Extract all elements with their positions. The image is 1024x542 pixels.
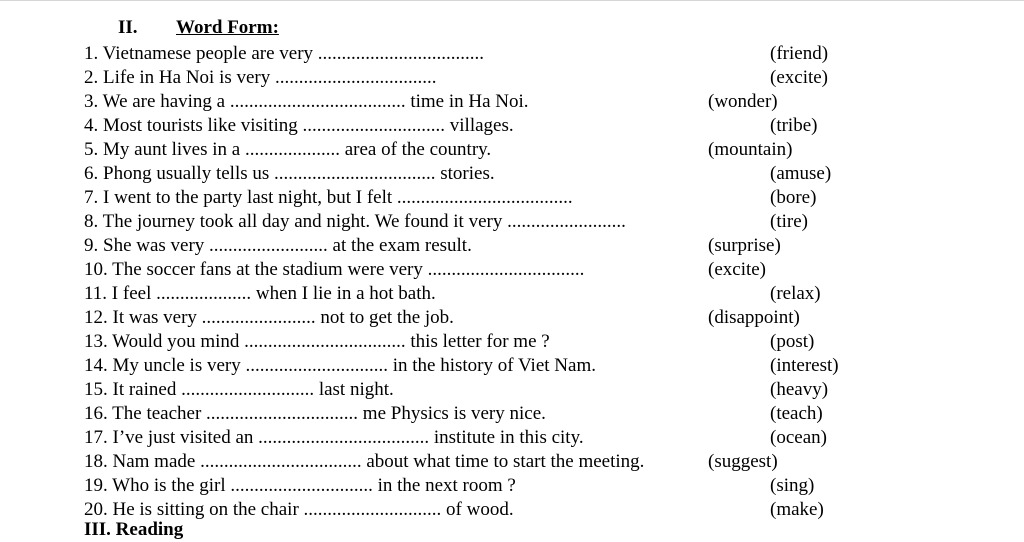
exercise-sentence: 15. It rained ............................ last night. — [84, 379, 394, 400]
exercise-item — [0, 234, 1024, 258]
section-heading — [118, 17, 279, 43]
exercise-sentence: 18. Nam made .................................. about what time to start the meeting. — [84, 451, 645, 472]
page-top-border — [0, 0, 1024, 1]
exercise-sentence: 3. We are having a ..................................... time in Ha Noi. — [84, 91, 529, 112]
exercise-sentence: 19. Who is the girl .............................. in the next room ? — [84, 475, 516, 496]
exercise-item — [0, 186, 1024, 210]
exercise-item — [0, 306, 1024, 330]
exercise-sentence: 11. I feel .................... when I lie in a hot bath. — [84, 283, 436, 304]
exercise-item — [0, 114, 1024, 138]
word-hint: (heavy) — [770, 379, 829, 400]
exercise-sentence: 17. I’ve just visited an .................................... institute in this city. — [84, 427, 584, 448]
exercise-item — [0, 450, 1024, 474]
exercise-item — [0, 354, 1024, 378]
exercise-item — [0, 258, 1024, 282]
word-hint: (interest) — [770, 355, 839, 376]
word-hint: (surprise) — [708, 235, 781, 256]
exercise-item — [0, 474, 1024, 498]
word-hint: (excite) — [770, 67, 829, 88]
word-hint: (make) — [770, 499, 824, 520]
exercise-sentence: 9. She was very ......................... at the exam result. — [84, 235, 472, 256]
exercise-sentence: 1. Vietnamese people are very ................................... — [84, 43, 485, 64]
word-hint: (amuse) — [770, 163, 832, 184]
word-hint: (post) — [770, 331, 815, 352]
exercise-item — [0, 66, 1024, 90]
exercise-item — [0, 282, 1024, 306]
section-number: II. — [118, 17, 138, 38]
exercise-item — [0, 162, 1024, 186]
word-hint: (tire) — [770, 211, 808, 232]
word-hint: (relax) — [770, 283, 821, 304]
exercise-item — [0, 210, 1024, 234]
next-section-heading-cut: III. Reading — [84, 519, 184, 540]
exercise-item — [0, 378, 1024, 402]
word-hint: (excite) — [708, 259, 767, 280]
exercise-sentence: 7. I went to the party last night, but I felt ..................................... — [84, 187, 573, 208]
word-hint: (mountain) — [708, 139, 793, 160]
exercise-sentence: 20. He is sitting on the chair ............................. of wood. — [84, 499, 514, 520]
exercise-sentence: 5. My aunt lives in a .................... area of the country. — [84, 139, 492, 160]
exercise-sentence: 4. Most tourists like visiting .............................. villages. — [84, 115, 514, 136]
exercise-sentence: 2. Life in Ha Noi is very .................................. — [84, 67, 437, 88]
word-hint: (ocean) — [770, 427, 827, 448]
exercise-list — [0, 42, 1024, 522]
word-hint: (teach) — [770, 403, 823, 424]
exercise-sentence: 12. It was very ........................ not to get the job. — [84, 307, 454, 328]
exercise-sentence: 13. Would you mind .................................. this letter for me ? — [84, 331, 550, 352]
word-hint: (disappoint) — [708, 307, 800, 328]
exercise-sentence: 8. The journey took all day and night. We found it very ......................... — [84, 211, 626, 232]
word-hint: (tribe) — [770, 115, 818, 136]
exercise-sentence: 16. The teacher ................................ me Physics is very nice. — [84, 403, 546, 424]
word-hint: (bore) — [770, 187, 817, 208]
exercise-item — [0, 138, 1024, 162]
word-hint: (suggest) — [708, 451, 778, 472]
section-title: Word Form: — [176, 17, 279, 38]
word-hint: (sing) — [770, 475, 815, 496]
exercise-sentence: 10. The soccer fans at the stadium were very ................................. — [84, 259, 585, 280]
exercise-item — [0, 402, 1024, 426]
exercise-item — [0, 426, 1024, 450]
exercise-sentence: 6. Phong usually tells us .................................. stories. — [84, 163, 495, 184]
word-hint: (wonder) — [708, 91, 778, 112]
word-hint: (friend) — [770, 43, 829, 64]
exercise-item — [0, 90, 1024, 114]
exercise-item — [0, 330, 1024, 354]
exercise-sentence: 14. My uncle is very .............................. in the history of Viet Nam. — [84, 355, 596, 376]
exercise-item — [0, 42, 1024, 66]
